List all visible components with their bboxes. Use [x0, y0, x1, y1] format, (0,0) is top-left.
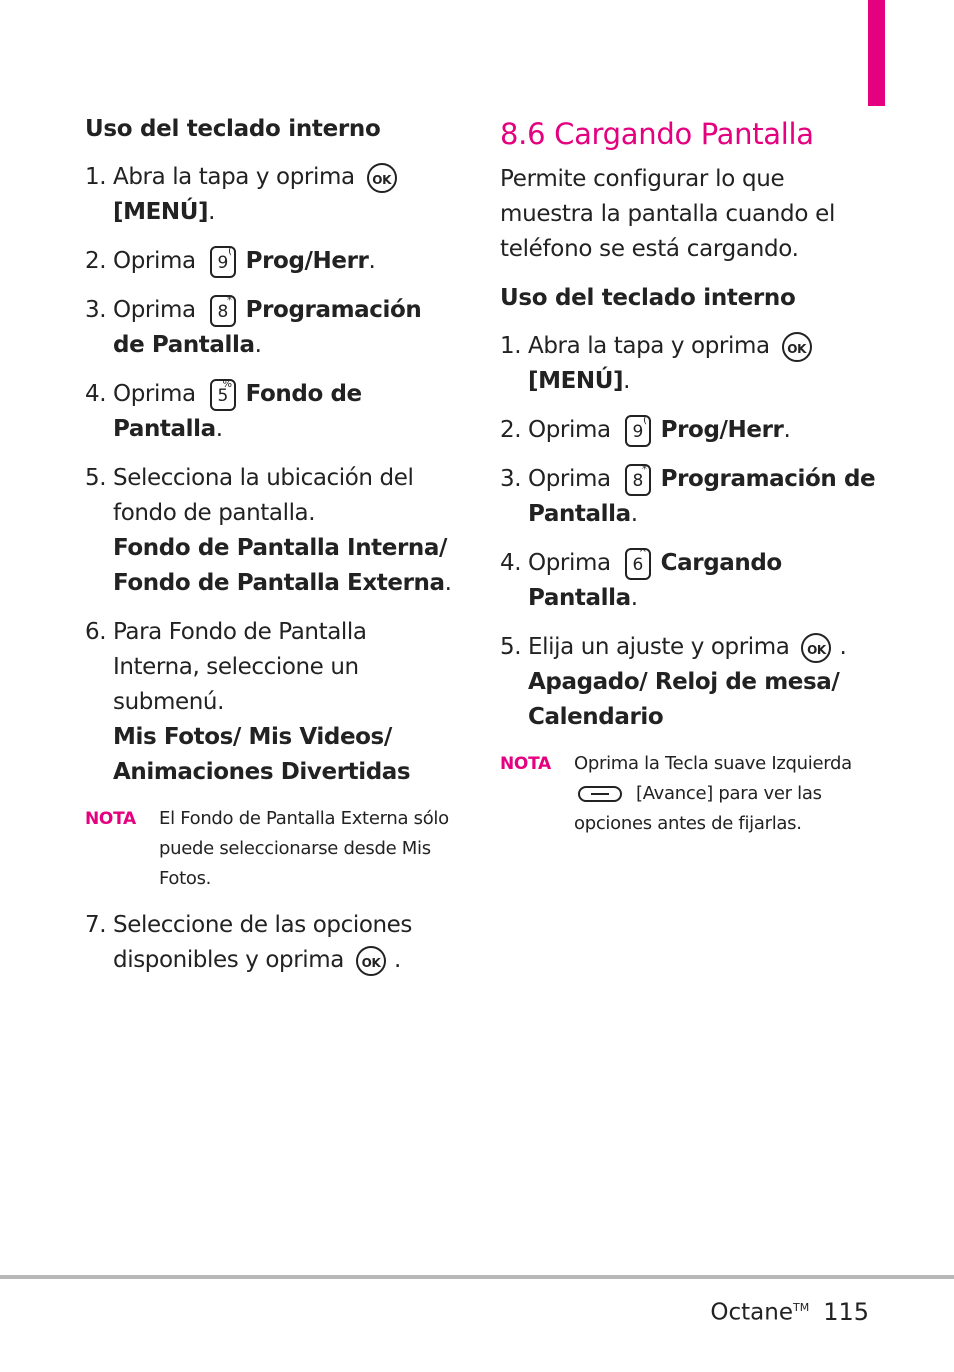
section-tab-marker	[868, 0, 885, 106]
right-step-3: 3. Oprima 8 * Programación de Pantalla.	[500, 463, 876, 527]
left-step-3: 3. Oprima 8 * Programación de Pantalla.	[85, 294, 422, 358]
left-column	[85, 112, 455, 992]
left-step-4: 4. Oprima 5 % Fondo de Pantalla.	[85, 378, 362, 442]
right-step-2: 2. Oprima 9 ( Prog/Herr.	[500, 413, 880, 448]
right-note: NOTA Oprima la Tecla suave Izquierda [Avance] para ver las opciones antes de fijarlas.	[500, 749, 880, 839]
key-8-icon: 8 *	[210, 295, 236, 327]
left-step-1: 1. Abra la tapa y oprima OK [MENÚ].	[85, 160, 455, 230]
page-footer: Octane™ 115	[710, 1297, 869, 1326]
right-step-1: 1. Abra la tapa y oprima OK [MENÚ].	[500, 329, 880, 399]
key-9-icon: 9 (	[625, 415, 651, 447]
left-soft-key-icon	[578, 786, 622, 802]
ok-key-icon: OK	[782, 332, 812, 362]
ok-key-icon: OK	[367, 163, 397, 193]
brand-name: Octane	[710, 1299, 793, 1326]
section-intro: Permite configurar lo que muestra la pantalla cuando el teléfono se está cargando.	[500, 166, 836, 262]
note-label: NOTA	[85, 809, 136, 829]
right-heading: Uso del teclado interno	[500, 285, 796, 311]
ok-key-icon: OK	[356, 946, 386, 976]
key-6-icon: 6 ^	[625, 548, 651, 580]
right-column	[500, 112, 880, 853]
footer-rule	[0, 1275, 954, 1279]
key-8-icon: 8 *	[625, 464, 651, 496]
ok-key-icon: OK	[801, 633, 831, 663]
note-label: NOTA	[500, 754, 551, 774]
left-step-6: 6. Para Fondo de Pantalla Interna, seleccione un submenú. Mis Fotos/ Mis Videos/ Animaciones Divertidas	[85, 619, 411, 785]
section-title: 8.6 Cargando Pantalla	[500, 117, 814, 151]
left-step-7: 7. Seleccione de las opciones disponibles y oprima OK .	[85, 908, 455, 978]
right-step-4: 4. Oprima 6 ^ Cargando Pantalla.	[500, 547, 782, 611]
left-step-2: 2. Oprima 9 ( Prog/Herr.	[85, 244, 455, 279]
left-note: NOTA El Fondo de Pantalla Externa sólo puede seleccionarse desde Mis Fotos.	[85, 804, 455, 894]
right-step-5: 5. Elija un ajuste y oprima OK . Apagado/ Reloj de mesa/ Calendario	[500, 634, 847, 730]
page-number: 115	[823, 1297, 869, 1326]
key-5-icon: 5 %	[210, 379, 236, 411]
left-step-5: 5. Selecciona la ubicación del fondo de pantalla. Fondo de Pantalla Interna/ Fondo de Pantalla Externa.	[85, 465, 452, 596]
left-heading: Uso del teclado interno	[85, 116, 381, 142]
key-9-icon: 9 (	[210, 246, 236, 278]
